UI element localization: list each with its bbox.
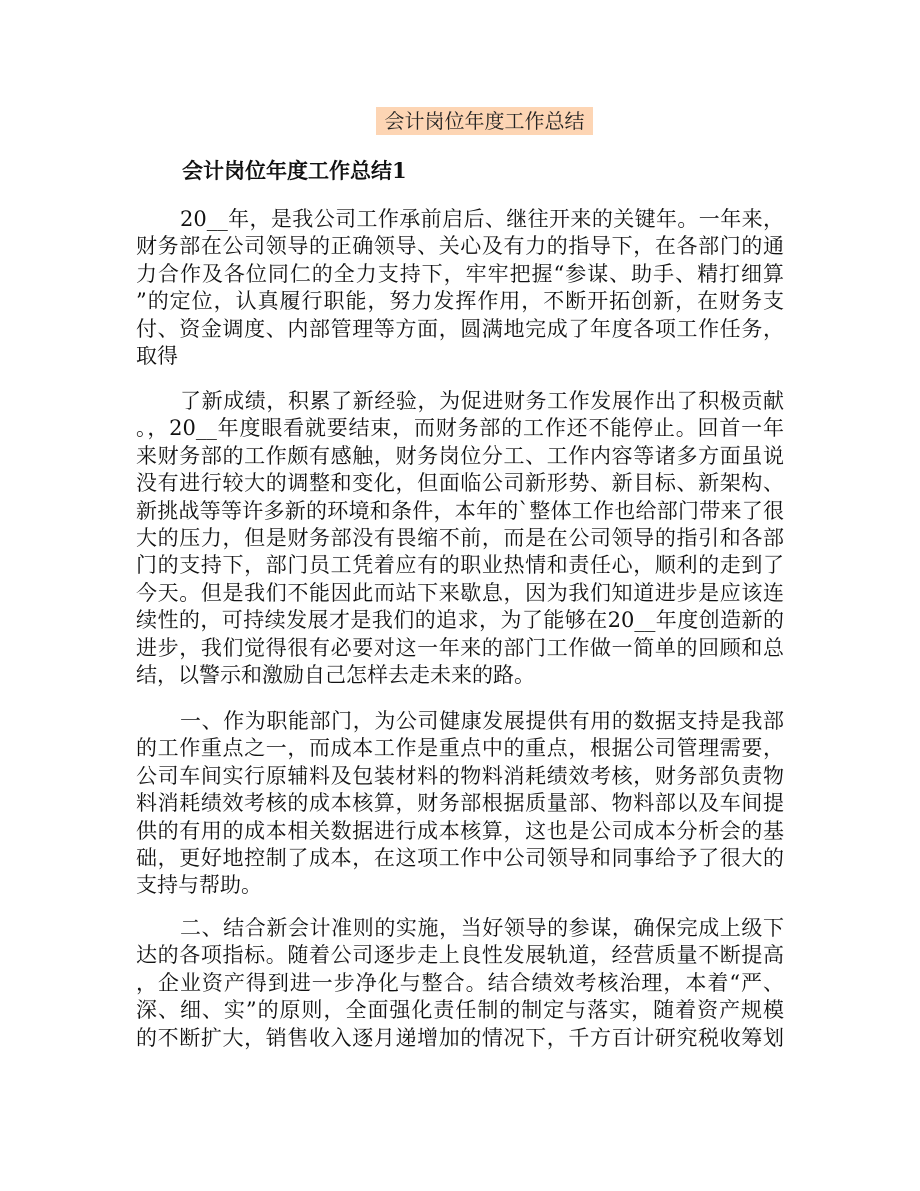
paragraph-3 bbox=[136, 708, 784, 900]
text-line: 结，以警示和激励自己怎样去走未来的路。 bbox=[136, 662, 535, 687]
text-line: 大的压力，但是财务部没有畏缩不前，而是在公司领导的指引和各部 bbox=[136, 525, 784, 550]
paragraph-1 bbox=[136, 206, 784, 370]
text-line: 供的有用的成本相关数据进行成本核算，这也是公司成本分析会的基 bbox=[136, 818, 784, 843]
text-line: 料消耗绩效考核的成本核算，财务部根据质量部、物料部以及车间提 bbox=[136, 791, 784, 816]
text-line: 来财务部的工作颇有感触，财务岗位分工、工作内容等诸多方面虽说 bbox=[136, 443, 784, 468]
text-line: 付、资金调度、内部管理等方面，圆满地完成了年度各项工作任务， bbox=[136, 316, 784, 341]
text-line: 础，更好地控制了成本，在这项工作中公司领导和同事给予了很大的 bbox=[136, 845, 784, 870]
text-line: 的工作重点之一，而成本工作是重点中的重点，根据公司管理需要， bbox=[136, 736, 784, 761]
text-line: 。，20__年度眼看就要结束，而财务部的工作还不能停止。回首一年 bbox=[136, 416, 784, 441]
text-line: 一、作为职能部门，为公司健康发展提供有用的数据支持是我部 bbox=[180, 709, 784, 733]
text-line: 门的支持下，部门员工凭着应有的职业热情和责任心，顺利的走到了 bbox=[136, 553, 784, 578]
text-line: ”的定位，认真履行职能，努力发挥作用，不断开拓创新，在财务支 bbox=[136, 289, 784, 314]
text-line: 公司车间实行原辅料及包装材料的物料消耗绩效考核，财务部负责物 bbox=[136, 763, 784, 788]
section-heading: 会计岗位年度工作总结1 bbox=[182, 158, 407, 183]
text-line: 了新成绩，积累了新经验，为促进财务工作发展作出了积极贡献 bbox=[180, 389, 784, 413]
text-line: 的不断扩大，销售收入逐月递增加的情况下，千方百计研究税收筹划 bbox=[136, 1025, 784, 1050]
paragraph-2 bbox=[136, 388, 784, 689]
paragraph-4 bbox=[136, 915, 784, 1052]
text-line: 进步，我们觉得很有必要对这一年来的部门工作做一简单的回顾和总 bbox=[136, 635, 784, 660]
text-line: 财务部在公司领导的正确领导、关心及有力的指导下，在各部门的通 bbox=[136, 234, 784, 259]
text-line: 取得 bbox=[136, 343, 178, 368]
text-line: 续性的，可持续发展才是我们的追求，为了能够在20__年度创造新的 bbox=[136, 608, 784, 633]
text-line: 支持与帮助。 bbox=[136, 873, 262, 898]
text-line: 达的各项指标。随着公司逐步走上良性发展轨道，经营质量不断提高 bbox=[136, 943, 784, 968]
text-line: 二、结合新会计准则的实施，当好领导的参谋，确保完成上级下 bbox=[180, 916, 784, 940]
text-line: 新挑战等等许多新的环境和条件，本年的`整体工作也给部门带来了很 bbox=[136, 498, 784, 523]
text-line: ，企业资产得到进一步净化与整合。结合绩效考核治理，本着“严、 bbox=[136, 970, 784, 995]
text-line: 力合作及各位同仁的全力支持下，牢牢把握“参谋、助手、精打细算 bbox=[136, 261, 784, 286]
text-line: 今天。但是我们不能因此而站下来歇息，因为我们知道进步是应该连 bbox=[136, 580, 784, 605]
document-title: 会计岗位年度工作总结 bbox=[376, 107, 593, 135]
text-line: 深、细、实”的原则，全面强化责任制的制定与落实，随着资产规模 bbox=[136, 998, 784, 1023]
text-line: 20__年，是我公司工作承前启后、继往开来的关键年。一年来， bbox=[180, 207, 784, 231]
text-line: 没有进行较大的调整和变化，但面临公司新形势、新目标、新架构、 bbox=[136, 471, 784, 496]
